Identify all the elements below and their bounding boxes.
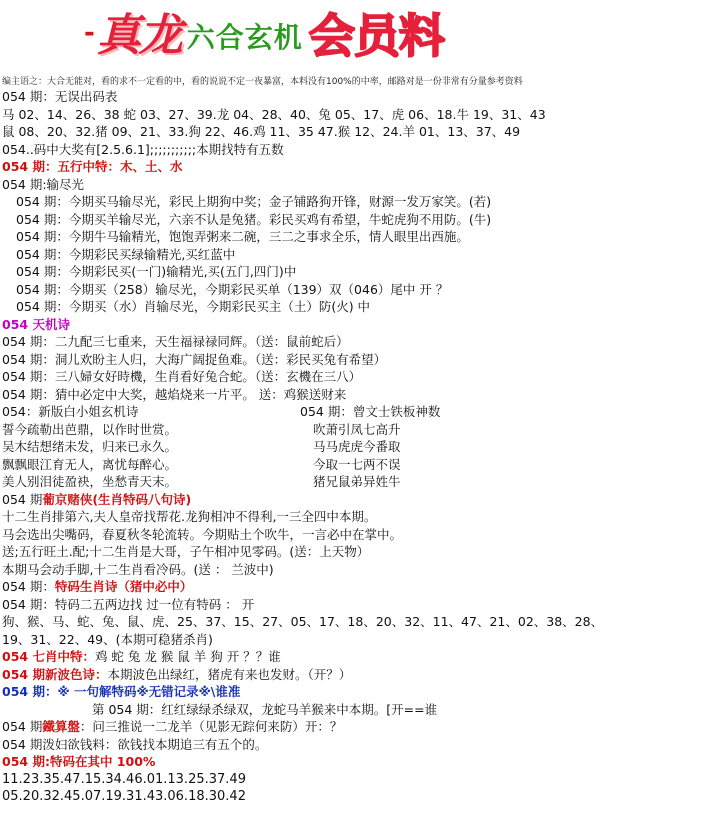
section-qixiao (0, 648, 720, 666)
header-banner (0, 0, 720, 62)
two-column-row (0, 473, 720, 491)
text-line: 送;五行旺土.配;十二生肖是大哥，子午相冲见零码。(送：上天物） (2, 544, 370, 559)
text-line: 054 期：今期买（258）输尽光，今期彩民买单（139）双（046）尾中 开 ？ (16, 281, 449, 297)
text-line: 本期马会动手脚,十二生肖看冷码。(送 ： 兰波中) (2, 561, 274, 577)
section-heading: 葡京赌侠(生肖特码八句诗) (42, 491, 192, 507)
section-tiesuanpan (0, 718, 720, 736)
section-tema (0, 578, 720, 596)
text-line: 054 期：今期彩民买(一门)输精光,买(五门,四门)中 (16, 264, 297, 279)
two-column-row (0, 456, 720, 474)
text-line: 054 期泼妇欲钱料：欲钱找本期追三有五个的。 (2, 736, 268, 752)
right-column-text: 猪兄鼠弟异姓牛 (313, 474, 401, 489)
two-column-row (0, 421, 720, 439)
document-body (0, 77, 720, 806)
text-line: 054 期：无误出码表 (2, 89, 118, 104)
text-line: 054 期:输尽光 (2, 176, 85, 192)
section-bose (0, 666, 720, 684)
number-list: 11.23.35.47.15.34.46.01.13.25.37.49 (2, 771, 246, 787)
section-heading: 054 天机诗 (2, 316, 70, 332)
section-content: 鸡 蛇 兔 龙 猴 鼠 羊 狗 开 ？？谁 (94, 649, 281, 664)
section-heading: 五行中特：木、土、水 (57, 159, 183, 174)
text-line: 054 期：二九配三七重来，天生福禄禄同辉。（送：鼠前蛇后） (2, 334, 349, 349)
section-heading: 特码生肖诗（猪中必中） (54, 579, 193, 594)
section-heading: ※ 一句解特码※无错记录※\谁准 (57, 684, 241, 699)
text-line: 19、31、22、49、(本期可稳猪杀肖) (2, 631, 213, 647)
text-line: 马 02、14、26、38 蛇 03、27、39.龙 04、28、40、兔 05、17、虎 06、18.牛 19、31、43 (2, 106, 546, 122)
section-yiju (0, 683, 720, 701)
section-heading: 054 七肖中特： (2, 649, 95, 664)
text-line: 十二生肖排第六,夫人皇帝找帮花.龙狗相冲不得利,一三全四中本期。 (2, 509, 377, 524)
text-line: 054 期：今期买羊输尽光，六亲不认是兔猪。彩民买鸡有希望，牛蛇虎狗不用防。(牛) (16, 211, 492, 227)
text-line: 第 054 期：红红绿绿杀绿双，龙蛇马羊猴来中本期。[开==谁 (92, 701, 438, 717)
logo-title-part1: 真龙 (96, 10, 181, 61)
two-column-row (0, 403, 720, 421)
section-heading: 鐵算盤 (42, 719, 80, 734)
text-line: 鼠 08、20、32.猪 09、21、33.狗 22、46.鸡 11、35 47.猴 12、24.羊 01、13、37、49 (2, 124, 521, 139)
logo-title-part2: 六合玄机 (186, 21, 303, 54)
text-line: 马会选出尖嘴码，春夏秋冬轮流转。今期贴土个吹牛，一言必中在掌中。 (2, 526, 403, 542)
text-line: 054 期：三八婦女好時機，生肖看好兔合蛇。（送：玄機在三八） (2, 369, 362, 384)
text-line: 054 期：猜中必定中大奖，越焰烧来一片平。 送：鸡猴送财来 (2, 386, 347, 402)
left-column-text: 美人别泪徒盈袂，坐愁青天末。 (2, 474, 178, 489)
section-wuxing (0, 158, 720, 176)
text-line: 054 期：今期彩民买绿输精光,买红蓝中 (16, 246, 236, 262)
label-prefix: 054 期： (2, 579, 55, 594)
two-column-row (0, 438, 720, 456)
disclaimer-note: 编主语之：大合无能对，看的求不一定看的中，看的说说不定一夜暴富，本料没有100%的中率，邮路对是一份非常有分量参考资料 (2, 77, 523, 87)
text-line: 054 期：洞儿欢盼主人归，大海广阔捉鱼难。（送：彩民买兔有希望） (2, 351, 387, 367)
logo-dash: - (84, 18, 95, 48)
text-line: 054 期：今期牛马输精光，饱饱弄粥来二碗，三二之事求全乐，情人眼里出西施。 (16, 229, 469, 244)
site-logo (84, 4, 444, 62)
left-column-text: 飘飘眼江育无人，离忧每醉心。 (2, 456, 178, 472)
text-line: 054..码中大奖有[2.5.6.1];;;;;;;;;;;本期找特有五数 (2, 141, 284, 157)
right-column-text: 吹萧引凤七高升 (313, 421, 401, 437)
text-line: 054 期：特码二五两边找 过一位有特码 ： 开 (2, 596, 255, 612)
section-pujing (0, 491, 720, 509)
label-prefix: 054 期 (2, 491, 43, 507)
label-prefix: 054 期 (2, 719, 43, 734)
logo-title-part3: 会员料 (308, 9, 444, 63)
right-column-text: 马马虎虎今番取 (313, 439, 401, 454)
section-content: 本期波色出绿红，猪虎有来也发财。（开？） (107, 666, 352, 682)
section-content: ：问三推说一二龙羊（见影无踪何来防）开：？ (79, 719, 343, 734)
label-prefix: 054 期： (2, 684, 58, 699)
section-heading: 054 期新波色诗： (2, 666, 108, 682)
text-line: 054 期：今期买（水）肖输尽光，今期彩民买主（土）防(火) 中 (16, 299, 371, 314)
text-line: 054 期：今期买马输尽光，彩民上期狗中奖；金子铺路狗开锋，财源一发万家笑。(若) (16, 194, 492, 209)
number-list: 05.20.32.45.07.19.31.43.06.18.30.42 (2, 789, 246, 804)
section-heading: 054 期:特码在其中 100% (2, 754, 156, 769)
left-column-text: 誓今疏勒出芭鼎，以作时世赏。 (2, 421, 178, 437)
text-line: 狗、猴、马、蛇、兔、鼠、虎、25、37、15、27、05、17、18、20、32、11、47、21、02、38、28、 (2, 614, 604, 629)
left-column-text: 吴木结想绪未发，归来已永久。 (2, 439, 178, 454)
right-column-text: 今取一七两不误 (313, 456, 401, 472)
label-prefix: 054 期： (2, 159, 58, 174)
left-column-text: 054：新版白小姐玄机诗 (2, 404, 139, 419)
right-column-text: 054 期：曾文士铁板神数 (300, 404, 441, 419)
